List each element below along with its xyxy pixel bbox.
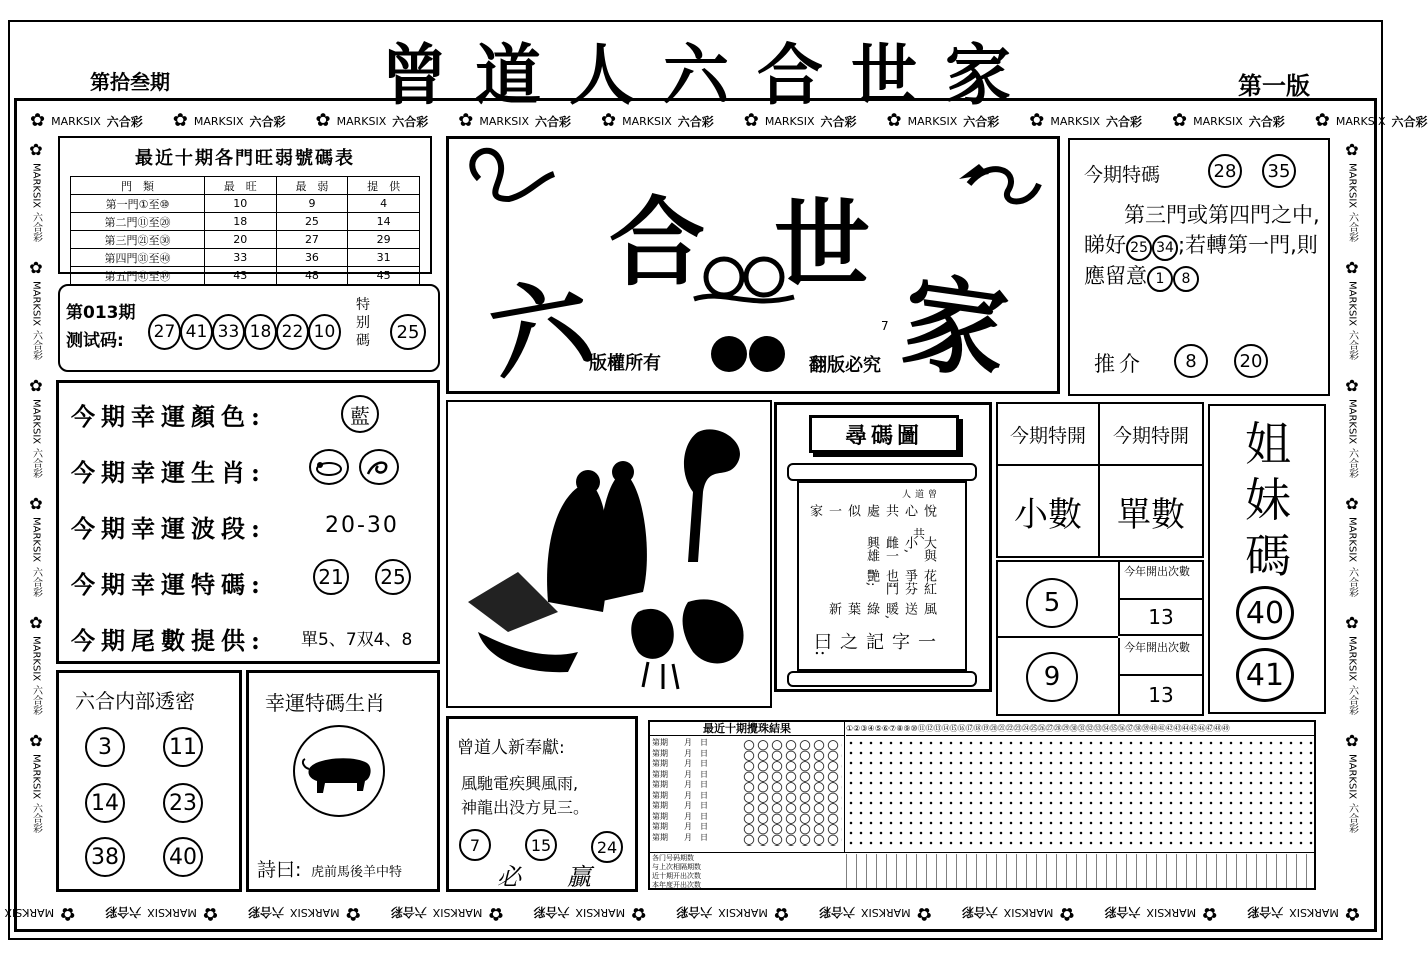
band-latin: MARKSIX bbox=[1346, 517, 1358, 563]
special-code-text bbox=[1084, 200, 1322, 292]
stats-header-3: 提 供 bbox=[348, 177, 420, 195]
band-unit bbox=[1343, 258, 1362, 360]
band-chinese: 六合彩 bbox=[1391, 114, 1428, 129]
band-latin: MARKSIX bbox=[1346, 163, 1358, 209]
table-row bbox=[71, 267, 420, 285]
edition-label: 第一版 bbox=[1238, 72, 1310, 100]
band-latin: MARKSIX bbox=[1346, 281, 1358, 327]
table-cell: 43 bbox=[204, 267, 276, 285]
band-unit bbox=[27, 731, 46, 833]
flower-icon: ✿ bbox=[1344, 903, 1360, 924]
table-cell: 27 bbox=[276, 231, 348, 249]
band-chinese: 六合彩 bbox=[1346, 684, 1358, 715]
band-unit bbox=[1343, 376, 1362, 478]
flower-icon: ✿ bbox=[26, 494, 46, 514]
results-footer-line bbox=[650, 852, 1314, 853]
band-chinese: 六合彩 bbox=[677, 114, 714, 129]
band-latin: MARKSIX bbox=[764, 114, 815, 128]
flower-icon: ✿ bbox=[1172, 110, 1188, 131]
band-chinese: 六合彩 bbox=[392, 114, 429, 129]
table-cell: 第四門㉛至㊵ bbox=[71, 249, 205, 267]
band-latin: MARKSIX bbox=[290, 906, 340, 920]
page-title: 曾道人六合世家 bbox=[381, 36, 1039, 114]
sister-number-2: 41 bbox=[1236, 648, 1294, 702]
band-chinese: 六合彩 bbox=[534, 114, 571, 129]
stats-header-2: 最 弱 bbox=[276, 177, 348, 195]
band-unit bbox=[27, 494, 46, 596]
gift-number-2: 15 bbox=[525, 829, 557, 861]
special-number-2: 35 bbox=[1262, 154, 1296, 188]
band-latin: MARKSIX bbox=[30, 163, 42, 209]
inside-title: 六合内部透密 bbox=[75, 689, 195, 713]
flower-icon: ✿ bbox=[631, 903, 647, 924]
results-row-label: 第期 月 日 bbox=[652, 822, 708, 831]
seek-poem-end: 共 bbox=[913, 527, 926, 541]
results-footer-label: 与上次相隔期数 bbox=[652, 863, 701, 871]
flower-icon: ✿ bbox=[773, 903, 789, 924]
results-footer-grid bbox=[846, 854, 1314, 888]
count-number-2: 9 bbox=[1026, 652, 1078, 702]
sister-title: 姐妹碼 bbox=[1245, 417, 1291, 583]
band-chinese: 六合彩 bbox=[105, 905, 142, 920]
flower-icon: ✿ bbox=[1029, 110, 1045, 131]
seek-box bbox=[774, 402, 992, 692]
flower-icon: ✿ bbox=[1059, 903, 1075, 924]
results-number-header: ①②③④⑤⑥⑦⑧⑨⑩⑪⑫⑬⑭⑮⑯⑰⑱⑲⑳㉑㉒㉓㉔㉕㉖㉗㉘㉙㉚㉛㉜㉝㉞㉟㊱㊲㊳㊴㊵㊶㊷㊸㊹㊺㊻㊼㊽㊾ bbox=[846, 722, 1314, 736]
logo-char-3: 世 bbox=[774, 188, 870, 301]
results-row-label: 第期 月 日 bbox=[652, 832, 708, 842]
band-latin: MARKSIX bbox=[1146, 906, 1197, 920]
band-latin: MARKSIX bbox=[907, 114, 958, 128]
results-footer-labels bbox=[652, 854, 842, 890]
band-chinese: 六合彩 bbox=[1346, 212, 1358, 243]
band-latin: MARKSIX bbox=[4, 906, 55, 920]
flower-icon: ✿ bbox=[488, 903, 504, 924]
band-chinese: 六合彩 bbox=[1104, 905, 1141, 920]
band-unit bbox=[1343, 613, 1362, 715]
inside-number-4: 23 bbox=[163, 783, 203, 823]
lucky-zodiac-circle bbox=[293, 725, 385, 817]
marksix-band-bottom bbox=[4, 900, 1360, 926]
marksix-band-left bbox=[22, 140, 50, 895]
lucky-code-1: 21 bbox=[313, 559, 349, 595]
band-latin: MARKSIX bbox=[147, 906, 197, 920]
seek-poem-line-1: 風送暖,綠葉新 bbox=[826, 602, 936, 620]
band-chinese: 六合彩 bbox=[1346, 802, 1358, 833]
logo-char-4: 家 bbox=[894, 259, 1015, 396]
flower-icon: ✿ bbox=[26, 258, 46, 278]
band-latin: MARKSIX bbox=[30, 635, 42, 681]
lucky-tail-value: 單5、7双4、8 bbox=[301, 630, 413, 650]
recommend-label: 推介 bbox=[1094, 352, 1144, 376]
lucky-zodiac-poem: 虎前馬後羊中特 bbox=[311, 865, 403, 880]
flower-icon: ✿ bbox=[345, 903, 361, 924]
seek-poem bbox=[805, 489, 938, 659]
band-latin: MARKSIX bbox=[30, 281, 42, 327]
band-chinese: 六合彩 bbox=[961, 905, 998, 920]
band-chinese: 六合彩 bbox=[533, 905, 570, 920]
band-unit bbox=[27, 613, 46, 715]
band-chinese: 六合彩 bbox=[30, 448, 42, 479]
band-unit bbox=[962, 904, 1075, 922]
scroll-bottom-roll bbox=[787, 671, 977, 687]
band-unit bbox=[105, 904, 218, 922]
results-row-label: 第期 月 日 bbox=[652, 811, 708, 821]
inside-box bbox=[56, 670, 242, 892]
today-open-box bbox=[996, 402, 1204, 558]
flower-icon: ✿ bbox=[1202, 903, 1218, 924]
flower-icon: ✿ bbox=[886, 110, 902, 131]
special-inline-3: 1 bbox=[1147, 266, 1173, 292]
recommend-number-1: 8 bbox=[1174, 344, 1208, 378]
inside-number-6: 40 bbox=[163, 837, 203, 877]
band-chinese: 六合彩 bbox=[676, 905, 713, 920]
flower-icon: ✿ bbox=[916, 903, 932, 924]
flower-icon: ✿ bbox=[1342, 730, 1362, 750]
band-latin: MARKSIX bbox=[1346, 753, 1358, 799]
scroll-top-roll bbox=[787, 463, 977, 481]
flower-icon: ✿ bbox=[1314, 110, 1330, 131]
seek-poem-heading: 一字記之曰: bbox=[811, 631, 936, 656]
today-open-heading-1: 今期特開 bbox=[998, 404, 1100, 466]
band-unit bbox=[1343, 140, 1362, 242]
results-ball-circles bbox=[742, 740, 842, 846]
table-row bbox=[71, 213, 420, 231]
test-code-label: 测试码: bbox=[66, 331, 124, 351]
band-unit bbox=[744, 112, 857, 130]
flower-icon: ✿ bbox=[315, 110, 331, 131]
band-unit bbox=[248, 904, 361, 922]
results-footer-label: 本年度开出次数 bbox=[652, 881, 701, 889]
inside-number-3: 14 bbox=[85, 783, 125, 823]
results-row-label: 第期 月 日 bbox=[652, 759, 708, 768]
results-footer-label: 各门号码期数 bbox=[652, 854, 694, 862]
results-footer-label: 近十期开出次数 bbox=[652, 872, 701, 880]
seek-title: 尋碼圖 bbox=[809, 415, 959, 453]
logo-small-number: 7 bbox=[881, 319, 889, 333]
band-latin: MARKSIX bbox=[30, 517, 42, 563]
special-code-box bbox=[1068, 138, 1330, 396]
band-chinese: 六合彩 bbox=[1248, 114, 1285, 129]
band-latin: MARKSIX bbox=[622, 114, 672, 128]
band-latin: MARKSIX bbox=[479, 114, 529, 128]
stats-table bbox=[70, 176, 420, 285]
band-unit bbox=[173, 112, 286, 130]
gift-box bbox=[446, 716, 638, 892]
count-number-1: 5 bbox=[1026, 578, 1078, 628]
band-unit bbox=[27, 376, 46, 478]
band-chinese: 六合彩 bbox=[1346, 566, 1358, 597]
gift-title: 曾道人新奉獻: bbox=[457, 738, 565, 758]
results-row-label: 第期 月 日 bbox=[652, 748, 708, 758]
band-chinese: 六合彩 bbox=[106, 114, 143, 129]
band-latin: MARKSIX bbox=[1289, 906, 1339, 920]
flower-icon: ✿ bbox=[202, 903, 218, 924]
special-code-title: 今期特碼 bbox=[1084, 164, 1161, 186]
logo-box bbox=[446, 136, 1060, 394]
band-unit bbox=[676, 904, 789, 922]
band-latin: MARKSIX bbox=[1050, 114, 1100, 128]
flower-icon: ✿ bbox=[172, 110, 188, 131]
band-unit bbox=[27, 140, 46, 242]
band-unit bbox=[601, 112, 714, 130]
gift-line-2: 神龍出没方見三。 bbox=[461, 798, 590, 817]
band-latin: MARKSIX bbox=[1346, 399, 1358, 445]
table-cell: 45 bbox=[348, 267, 420, 285]
flower-icon: ✿ bbox=[1342, 140, 1362, 159]
table-cell: 9 bbox=[276, 195, 348, 213]
special-number-1: 28 bbox=[1208, 154, 1242, 188]
flower-icon: ✿ bbox=[26, 140, 46, 159]
today-open-value-1: 小數 bbox=[998, 466, 1100, 556]
counts-divider bbox=[998, 636, 1118, 638]
table-cell: 10 bbox=[204, 195, 276, 213]
lucky-band-label: 今期幸運波段: bbox=[71, 514, 266, 543]
special-inline-4: 8 bbox=[1173, 266, 1199, 292]
gift-line-1: 風馳電疾興風雨, bbox=[461, 774, 579, 793]
band-latin: MARKSIX bbox=[718, 906, 768, 920]
band-unit bbox=[534, 904, 647, 922]
lucky-band-value: 20-30 bbox=[325, 513, 399, 538]
results-dot-grid bbox=[846, 738, 1314, 850]
count-value-1: 13 bbox=[1118, 600, 1202, 636]
stats-header-0: 門 類 bbox=[71, 177, 205, 195]
special-text-1: 第三門或第四門之中,睇好 bbox=[1084, 203, 1320, 257]
sister-box bbox=[1208, 404, 1326, 714]
band-unit bbox=[1343, 731, 1362, 833]
logo-char-2: 合 bbox=[609, 186, 705, 299]
table-cell: 33 bbox=[204, 249, 276, 267]
flower-icon: ✿ bbox=[1342, 258, 1362, 278]
count-label-1: 今年開出次數 bbox=[1118, 562, 1202, 600]
today-open-heading-2: 今期特開 bbox=[1100, 404, 1202, 466]
seek-poem-line-4: 悅心共處似一家 bbox=[807, 504, 936, 517]
results-row-labels bbox=[652, 738, 742, 843]
table-cell: 第一門①至⑩ bbox=[71, 195, 205, 213]
count-value-2: 13 bbox=[1118, 676, 1202, 714]
results-row-label: 第期 月 日 bbox=[652, 801, 708, 810]
inside-number-1: 3 bbox=[85, 727, 125, 767]
band-latin: MARKSIX bbox=[432, 906, 483, 920]
band-latin: MARKSIX bbox=[336, 114, 387, 128]
band-unit bbox=[1315, 112, 1428, 130]
table-row bbox=[71, 249, 420, 267]
band-unit bbox=[391, 904, 504, 922]
seek-poem-line-2: 花紅爭芬也鬥艷; bbox=[864, 569, 936, 596]
stats-header-1: 最 旺 bbox=[204, 177, 276, 195]
results-row-label: 第期 月 日 bbox=[652, 790, 708, 800]
seek-sign: 曾道人 bbox=[900, 489, 936, 498]
lucky-zodiac-2-icon bbox=[359, 449, 399, 485]
table-cell: 18 bbox=[204, 213, 276, 231]
gift-win-1: 必 bbox=[497, 863, 521, 891]
band-chinese: 六合彩 bbox=[1346, 330, 1358, 361]
flower-icon: ✿ bbox=[1342, 376, 1362, 396]
lucky-code-2: 25 bbox=[375, 559, 411, 595]
table-cell: 29 bbox=[348, 231, 420, 249]
lucky-zodiac-label: 今期幸運生肖: bbox=[71, 458, 266, 487]
table-cell: 第三門㉑至㉚ bbox=[71, 231, 205, 249]
band-latin: MARKSIX bbox=[1003, 906, 1054, 920]
special-text-2: ;若轉第一門,則應留意 bbox=[1084, 233, 1318, 288]
lucky-zodiac-box bbox=[246, 670, 440, 892]
results-row-label: 第期 月 日 bbox=[652, 780, 708, 789]
band-latin: MARKSIX bbox=[30, 399, 42, 445]
band-chinese: 六合彩 bbox=[30, 802, 42, 833]
copyright-left: 版權所有 bbox=[589, 353, 661, 374]
gift-number-3: 24 bbox=[591, 831, 623, 863]
band-latin: MARKSIX bbox=[1335, 114, 1386, 128]
special-inline-2: 34 bbox=[1152, 235, 1178, 261]
ox-icon bbox=[295, 727, 383, 815]
flower-icon: ✿ bbox=[60, 903, 76, 924]
band-chinese: 六合彩 bbox=[1247, 905, 1284, 920]
band-unit bbox=[1247, 904, 1360, 922]
band-latin: MARKSIX bbox=[1346, 635, 1358, 681]
table-cell: 36 bbox=[276, 249, 348, 267]
lucky-zodiac-1-icon bbox=[309, 449, 349, 485]
counts-box bbox=[996, 560, 1204, 716]
band-unit bbox=[458, 112, 571, 130]
band-chinese: 六合彩 bbox=[963, 114, 1000, 129]
copyright-right: 翻版必究 bbox=[809, 355, 881, 376]
lucky-zodiac-title: 幸運特碼生肖 bbox=[265, 691, 385, 715]
band-latin: MARKSIX bbox=[1193, 114, 1243, 128]
test-special-number: 25 bbox=[390, 314, 426, 350]
today-open-value-2: 單數 bbox=[1117, 494, 1185, 535]
count-label-2: 今年開出次數 bbox=[1118, 638, 1202, 676]
table-row bbox=[71, 231, 420, 249]
band-unit bbox=[27, 258, 46, 360]
table-cell: 20 bbox=[204, 231, 276, 249]
table-cell: 4 bbox=[348, 195, 420, 213]
band-chinese: 六合彩 bbox=[30, 212, 42, 243]
recommend-number-2: 20 bbox=[1234, 344, 1268, 378]
painting-box bbox=[446, 400, 772, 708]
band-latin: MARKSIX bbox=[575, 906, 626, 920]
results-box bbox=[648, 720, 1316, 890]
marksix-band-top bbox=[30, 108, 1428, 134]
issue-number: 第拾叁期 bbox=[90, 70, 170, 94]
band-latin: MARKSIX bbox=[30, 753, 42, 799]
band-unit bbox=[819, 904, 932, 922]
sister-number-1: 40 bbox=[1236, 586, 1294, 640]
band-latin: MARKSIX bbox=[193, 114, 244, 128]
stats-table-box bbox=[58, 136, 432, 283]
inside-number-2: 11 bbox=[163, 727, 203, 767]
poem-label: 詩曰: bbox=[257, 859, 302, 881]
table-cell: 第二門⑪至⑳ bbox=[71, 213, 205, 231]
flower-icon: ✿ bbox=[26, 612, 46, 632]
test-number: 33 bbox=[212, 314, 245, 350]
lucky-color-value: 藍 bbox=[341, 395, 379, 433]
test-number: 27 bbox=[148, 314, 181, 350]
results-row-label: 第期 月 日 bbox=[652, 769, 708, 779]
band-unit bbox=[1029, 112, 1142, 130]
special-code-label: 特别碼 bbox=[356, 297, 370, 349]
band-chinese: 六合彩 bbox=[390, 905, 427, 920]
flower-icon: ✿ bbox=[26, 376, 46, 396]
lucky-box bbox=[56, 380, 440, 664]
band-unit bbox=[316, 112, 429, 130]
table-cell: 31 bbox=[348, 249, 420, 267]
seek-poem-line-3: 大與小,雌一興雄 bbox=[864, 535, 936, 562]
table-cell: 第五門㊶至㊾ bbox=[71, 267, 205, 285]
figures-rooster-painting bbox=[448, 402, 770, 706]
flower-icon: ✿ bbox=[458, 110, 474, 131]
test-number: 10 bbox=[308, 314, 341, 350]
stats-table-title: 最近十期各門旺弱號碼表 bbox=[135, 148, 355, 169]
band-chinese: 六合彩 bbox=[820, 114, 857, 129]
test-number: 22 bbox=[276, 314, 309, 350]
band-unit bbox=[887, 112, 1000, 130]
band-latin: MARKSIX bbox=[861, 906, 911, 920]
gift-win-2: 贏 bbox=[567, 863, 591, 891]
table-row bbox=[71, 195, 420, 213]
test-code-period: 第013期 bbox=[66, 303, 136, 323]
results-divider bbox=[844, 722, 845, 852]
band-chinese: 六合彩 bbox=[819, 905, 856, 920]
band-chinese: 六合彩 bbox=[1105, 114, 1142, 129]
flower-icon: ✿ bbox=[743, 110, 759, 131]
lucky-color-label: 今期幸運顏色: bbox=[71, 402, 266, 431]
flower-icon: ✿ bbox=[26, 730, 46, 750]
lucky-code-label: 今期幸運特碼: bbox=[71, 570, 266, 599]
band-chinese: 六合彩 bbox=[30, 330, 42, 361]
test-number: 41 bbox=[180, 314, 213, 350]
test-code-numbers bbox=[148, 314, 340, 350]
results-row-label: 第期 月 日 bbox=[652, 738, 708, 747]
special-inline-1: 25 bbox=[1126, 235, 1152, 261]
band-latin: MARKSIX bbox=[51, 114, 101, 128]
band-chinese: 六合彩 bbox=[30, 566, 42, 597]
band-unit bbox=[30, 112, 143, 130]
flower-icon: ✿ bbox=[601, 110, 617, 131]
band-chinese: 六合彩 bbox=[249, 114, 286, 129]
band-unit bbox=[0, 904, 75, 922]
band-unit bbox=[1343, 494, 1362, 596]
test-number: 18 bbox=[244, 314, 277, 350]
test-code-box bbox=[58, 284, 440, 372]
marksix-band-right bbox=[1338, 140, 1366, 895]
lucky-tail-label: 今期尾數提供: bbox=[71, 626, 266, 655]
results-title: 最近十期攪珠結果 bbox=[650, 722, 844, 736]
logo-char-1: 六 bbox=[480, 262, 600, 396]
flower-icon: ✿ bbox=[1342, 612, 1362, 632]
gift-number-1: 7 bbox=[459, 829, 491, 861]
band-chinese: 六合彩 bbox=[1346, 448, 1358, 479]
band-unit bbox=[1105, 904, 1218, 922]
flower-icon: ✿ bbox=[30, 110, 46, 131]
table-cell: 25 bbox=[276, 213, 348, 231]
band-chinese: 六合彩 bbox=[248, 905, 285, 920]
band-unit bbox=[1172, 112, 1285, 130]
inside-number-5: 38 bbox=[85, 837, 125, 877]
band-chinese: 六合彩 bbox=[30, 684, 42, 715]
flower-icon: ✿ bbox=[1342, 494, 1362, 514]
table-cell: 14 bbox=[348, 213, 420, 231]
table-cell: 48 bbox=[276, 267, 348, 285]
